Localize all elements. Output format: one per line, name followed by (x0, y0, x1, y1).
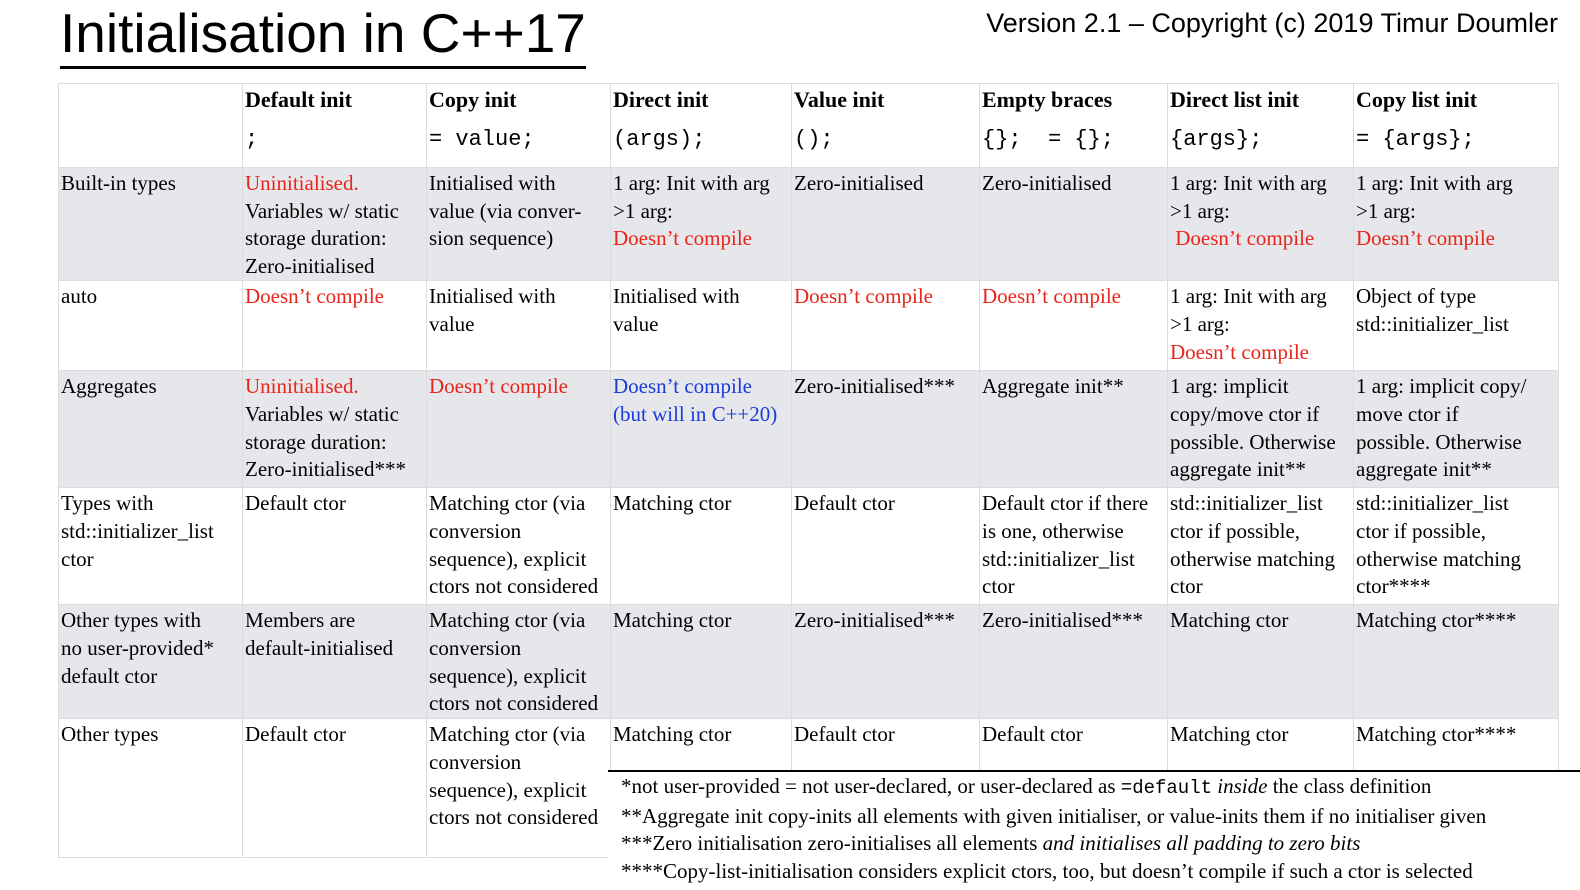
col-value-init: Value init (); (792, 84, 980, 168)
cell-copy-list-init (1354, 488, 1559, 605)
cell-value-init (792, 281, 980, 371)
cell-line: 1 arg: implicit (1170, 374, 1289, 399)
row-header-line: std::initializer_list (61, 518, 214, 543)
cell-line: Matching ctor**** (1356, 722, 1517, 747)
cell-line: Zero-initialised*** (245, 457, 406, 482)
cell-direct-list-init (1168, 605, 1354, 719)
cell-direct-list-init (1168, 281, 1354, 371)
cell-empty-braces (980, 371, 1168, 488)
row-header (59, 168, 243, 281)
page-title: Initialisation in C++17 (60, 0, 586, 69)
cell-copy-init (427, 168, 611, 281)
row-header-line: Aggregates (61, 374, 157, 399)
cell-direct-list-init (1168, 371, 1354, 488)
corner-cell (59, 84, 243, 168)
cell-line: Zero-initialised (794, 171, 924, 195)
cell-line: 1 arg: Init with arg (1170, 284, 1327, 309)
cell-line: Aggregate init** (982, 374, 1124, 399)
cell-copy-list-init (1354, 168, 1559, 281)
cell-default-init (243, 168, 427, 281)
cell-line: 1 arg: Init with arg (1170, 171, 1327, 195)
cell-line: ctor (1170, 574, 1203, 599)
table-row (59, 488, 1559, 605)
cell-default-init (243, 605, 427, 719)
cell-direct-init (611, 488, 792, 605)
col-empty-braces: Empty braces {}; = {}; (980, 84, 1168, 168)
cell-line: Doesn’t compile (1170, 226, 1315, 251)
cell-line: Matching ctor (via (429, 722, 586, 747)
cell-line: Initialised with (613, 284, 740, 309)
cell-line: Doesn’t compile (1356, 226, 1496, 251)
cell-default-init (243, 371, 427, 488)
cell-line: otherwise matching (1170, 546, 1336, 571)
cell-empty-braces (980, 168, 1168, 281)
header-row (59, 84, 1559, 168)
cell-line: >1 arg: (1170, 311, 1230, 336)
cell-line: ctors not considered (429, 574, 599, 599)
cell-line: Matching ctor (613, 491, 732, 516)
initialisation-table (58, 83, 1559, 858)
cell-line: std::initializer_list (1356, 491, 1509, 516)
cell-line: Doesn’t compile (1170, 339, 1310, 364)
cell-copy-init (427, 719, 611, 858)
row-header-line: default ctor (61, 663, 158, 688)
cell-line: ctor (982, 574, 1015, 599)
cell-line: value (via conver- (429, 198, 582, 223)
row-header-line: auto (61, 284, 98, 309)
cell-line: ctor if possible, (1170, 518, 1301, 543)
cell-line: Zero-initialised*** (794, 374, 955, 399)
cell-line: Initialised with (429, 284, 556, 309)
table-row (59, 168, 1559, 281)
row-header-line: Other types with (61, 608, 201, 633)
cell-line: Doesn’t compile (613, 374, 753, 399)
cell-line: Object of type (1356, 284, 1477, 309)
cell-line: Variables w/ static (245, 401, 399, 426)
cell-copy-init (427, 371, 611, 488)
cell-line: possible. Otherwise (1356, 429, 1522, 454)
cell-line: Zero-initialised (982, 171, 1112, 195)
cell-direct-init (611, 371, 792, 488)
cell-line: aggregate init** (1356, 457, 1492, 482)
cell-line: (but will in C++20) (613, 401, 778, 426)
cell-line: Doesn’t compile (429, 374, 569, 399)
cell-line: Default ctor (245, 491, 346, 516)
col-direct-init: Direct init (args); (611, 84, 792, 168)
cell-line: Doesn’t compile (613, 226, 753, 251)
col-copy-init: Copy init = value; (427, 84, 611, 168)
cell-line: move ctor if (1356, 401, 1459, 426)
cell-direct-init (611, 168, 792, 281)
cell-line: Default ctor (245, 722, 346, 747)
row-header-line: no user-provided* (61, 635, 214, 660)
row-header-line: Other types (61, 722, 159, 747)
cell-line: Initialised with (429, 171, 556, 195)
cell-copy-init (427, 281, 611, 371)
cell-value-init (792, 488, 980, 605)
cell-copy-init (427, 488, 611, 605)
cell-line: conversion (429, 749, 522, 774)
footnote-2: **Aggregate init copy-inits all elements with given initialiser, or value-inits them if no initialiser given (621, 803, 1487, 828)
cell-copy-list-init (1354, 371, 1559, 488)
cell-line: std::initializer_list (982, 546, 1135, 571)
cell-empty-braces (980, 281, 1168, 371)
cell-line: copy/move ctor if (1170, 401, 1320, 426)
cell-direct-list-init (1168, 168, 1354, 281)
cell-empty-braces (980, 605, 1168, 719)
row-header (59, 605, 243, 719)
cell-line: storage duration: (245, 226, 387, 251)
row-header (59, 488, 243, 605)
cell-value-init (792, 371, 980, 488)
cell-direct-init (611, 281, 792, 371)
cell-line: Doesn’t compile (794, 284, 934, 309)
cell-line: Matching ctor (1170, 722, 1289, 747)
col-direct-list-init: Direct list init {args}; (1168, 84, 1354, 168)
cell-line: ctor**** (1356, 574, 1431, 599)
cell-line: Members are (245, 608, 356, 633)
cell-line: 1 arg: Init with arg (1356, 171, 1513, 195)
cell-line: Matching ctor**** (1356, 608, 1517, 633)
cell-line: Default ctor (794, 491, 895, 516)
cell-line: >1 arg: (1170, 198, 1230, 223)
cell-copy-list-init (1354, 605, 1559, 719)
footnote-1: *not user-provided = not user-declared, or user-declared as =default inside the class definition (621, 774, 1432, 799)
col-copy-list-init: Copy list init = {args}; (1354, 84, 1559, 168)
cell-line: ctors not considered (429, 805, 599, 830)
cell-copy-init (427, 605, 611, 719)
cell-line: Zero-initialised (245, 253, 375, 278)
cell-line: value (429, 311, 475, 336)
cell-line: Doesn’t compile (982, 284, 1122, 309)
footnote-3: ***Zero initialisation zero-initialises all elements and initialises all padding to zero bits (621, 831, 1361, 855)
cell-default-init (243, 281, 427, 371)
cell-line: aggregate init** (1170, 457, 1306, 482)
cell-line: Variables w/ static (245, 198, 399, 223)
cell-empty-braces (980, 488, 1168, 605)
cell-line: default-initialised (245, 635, 394, 660)
cell-line: possible. Otherwise (1170, 429, 1336, 454)
cell-line: Zero-initialised*** (794, 608, 955, 633)
cell-value-init (792, 168, 980, 281)
cell-line: Default ctor if there (982, 491, 1149, 516)
row-header (59, 371, 243, 488)
cell-default-init (243, 488, 427, 605)
cell-line: Default ctor (794, 722, 895, 747)
cell-line: Matching ctor (1170, 608, 1289, 633)
cell-line: Uninitialised. (245, 374, 359, 399)
cell-line: value (613, 311, 659, 336)
row-header (59, 281, 243, 371)
table-row (59, 281, 1559, 371)
cell-line: sequence), explicit (429, 663, 587, 688)
cell-line: Matching ctor (via (429, 491, 586, 516)
cell-direct-init (611, 605, 792, 719)
cell-line: ctor if possible, (1356, 518, 1487, 543)
cell-value-init (792, 605, 980, 719)
footnote-4: ****Copy-list-initialisation considers explicit ctors, too, but doesn’t compile if such a ctor is selected (621, 858, 1473, 883)
footnotes (608, 770, 1580, 885)
row-header-line: ctor (61, 546, 94, 571)
cell-line: sequence), explicit (429, 777, 587, 802)
table-row (59, 371, 1559, 488)
cell-line: >1 arg: (1356, 198, 1416, 223)
cell-line: is one, otherwise (982, 518, 1124, 543)
cell-line: 1 arg: Init with arg (613, 171, 770, 195)
version-copyright: Version 2.1 – Copyright (c) 2019 Timur Doumler (986, 8, 1558, 38)
cell-line: Matching ctor (613, 722, 732, 747)
cell-line: Doesn’t compile (245, 284, 385, 309)
cell-direct-list-init (1168, 488, 1354, 605)
cell-line: std::initializer_list (1356, 311, 1509, 336)
cell-copy-list-init (1354, 281, 1559, 371)
cell-line: Default ctor (982, 722, 1083, 747)
cell-line: ctors not considered (429, 691, 599, 716)
cell-line: >1 arg: (613, 198, 673, 223)
cell-line: Matching ctor (613, 608, 732, 633)
cell-line: sequence), explicit (429, 546, 587, 571)
row-header (59, 719, 243, 858)
cell-line: conversion (429, 635, 522, 660)
row-header-line: Types with (61, 491, 154, 516)
row-header-line: Built-in types (61, 171, 176, 195)
cell-line: 1 arg: implicit copy/ (1356, 374, 1527, 399)
cell-line: Uninitialised. (245, 171, 359, 195)
cell-default-init (243, 719, 427, 858)
cell-line: otherwise matching (1356, 546, 1522, 571)
col-default-init: Default init ; (243, 84, 427, 168)
table-row (59, 605, 1559, 719)
cell-line: Zero-initialised*** (982, 608, 1143, 633)
cell-line: sion sequence) (429, 226, 554, 251)
cell-line: std::initializer_list (1170, 491, 1323, 516)
cell-line: storage duration: (245, 429, 387, 454)
cell-line: Matching ctor (via (429, 608, 586, 633)
cell-line: conversion (429, 518, 522, 543)
